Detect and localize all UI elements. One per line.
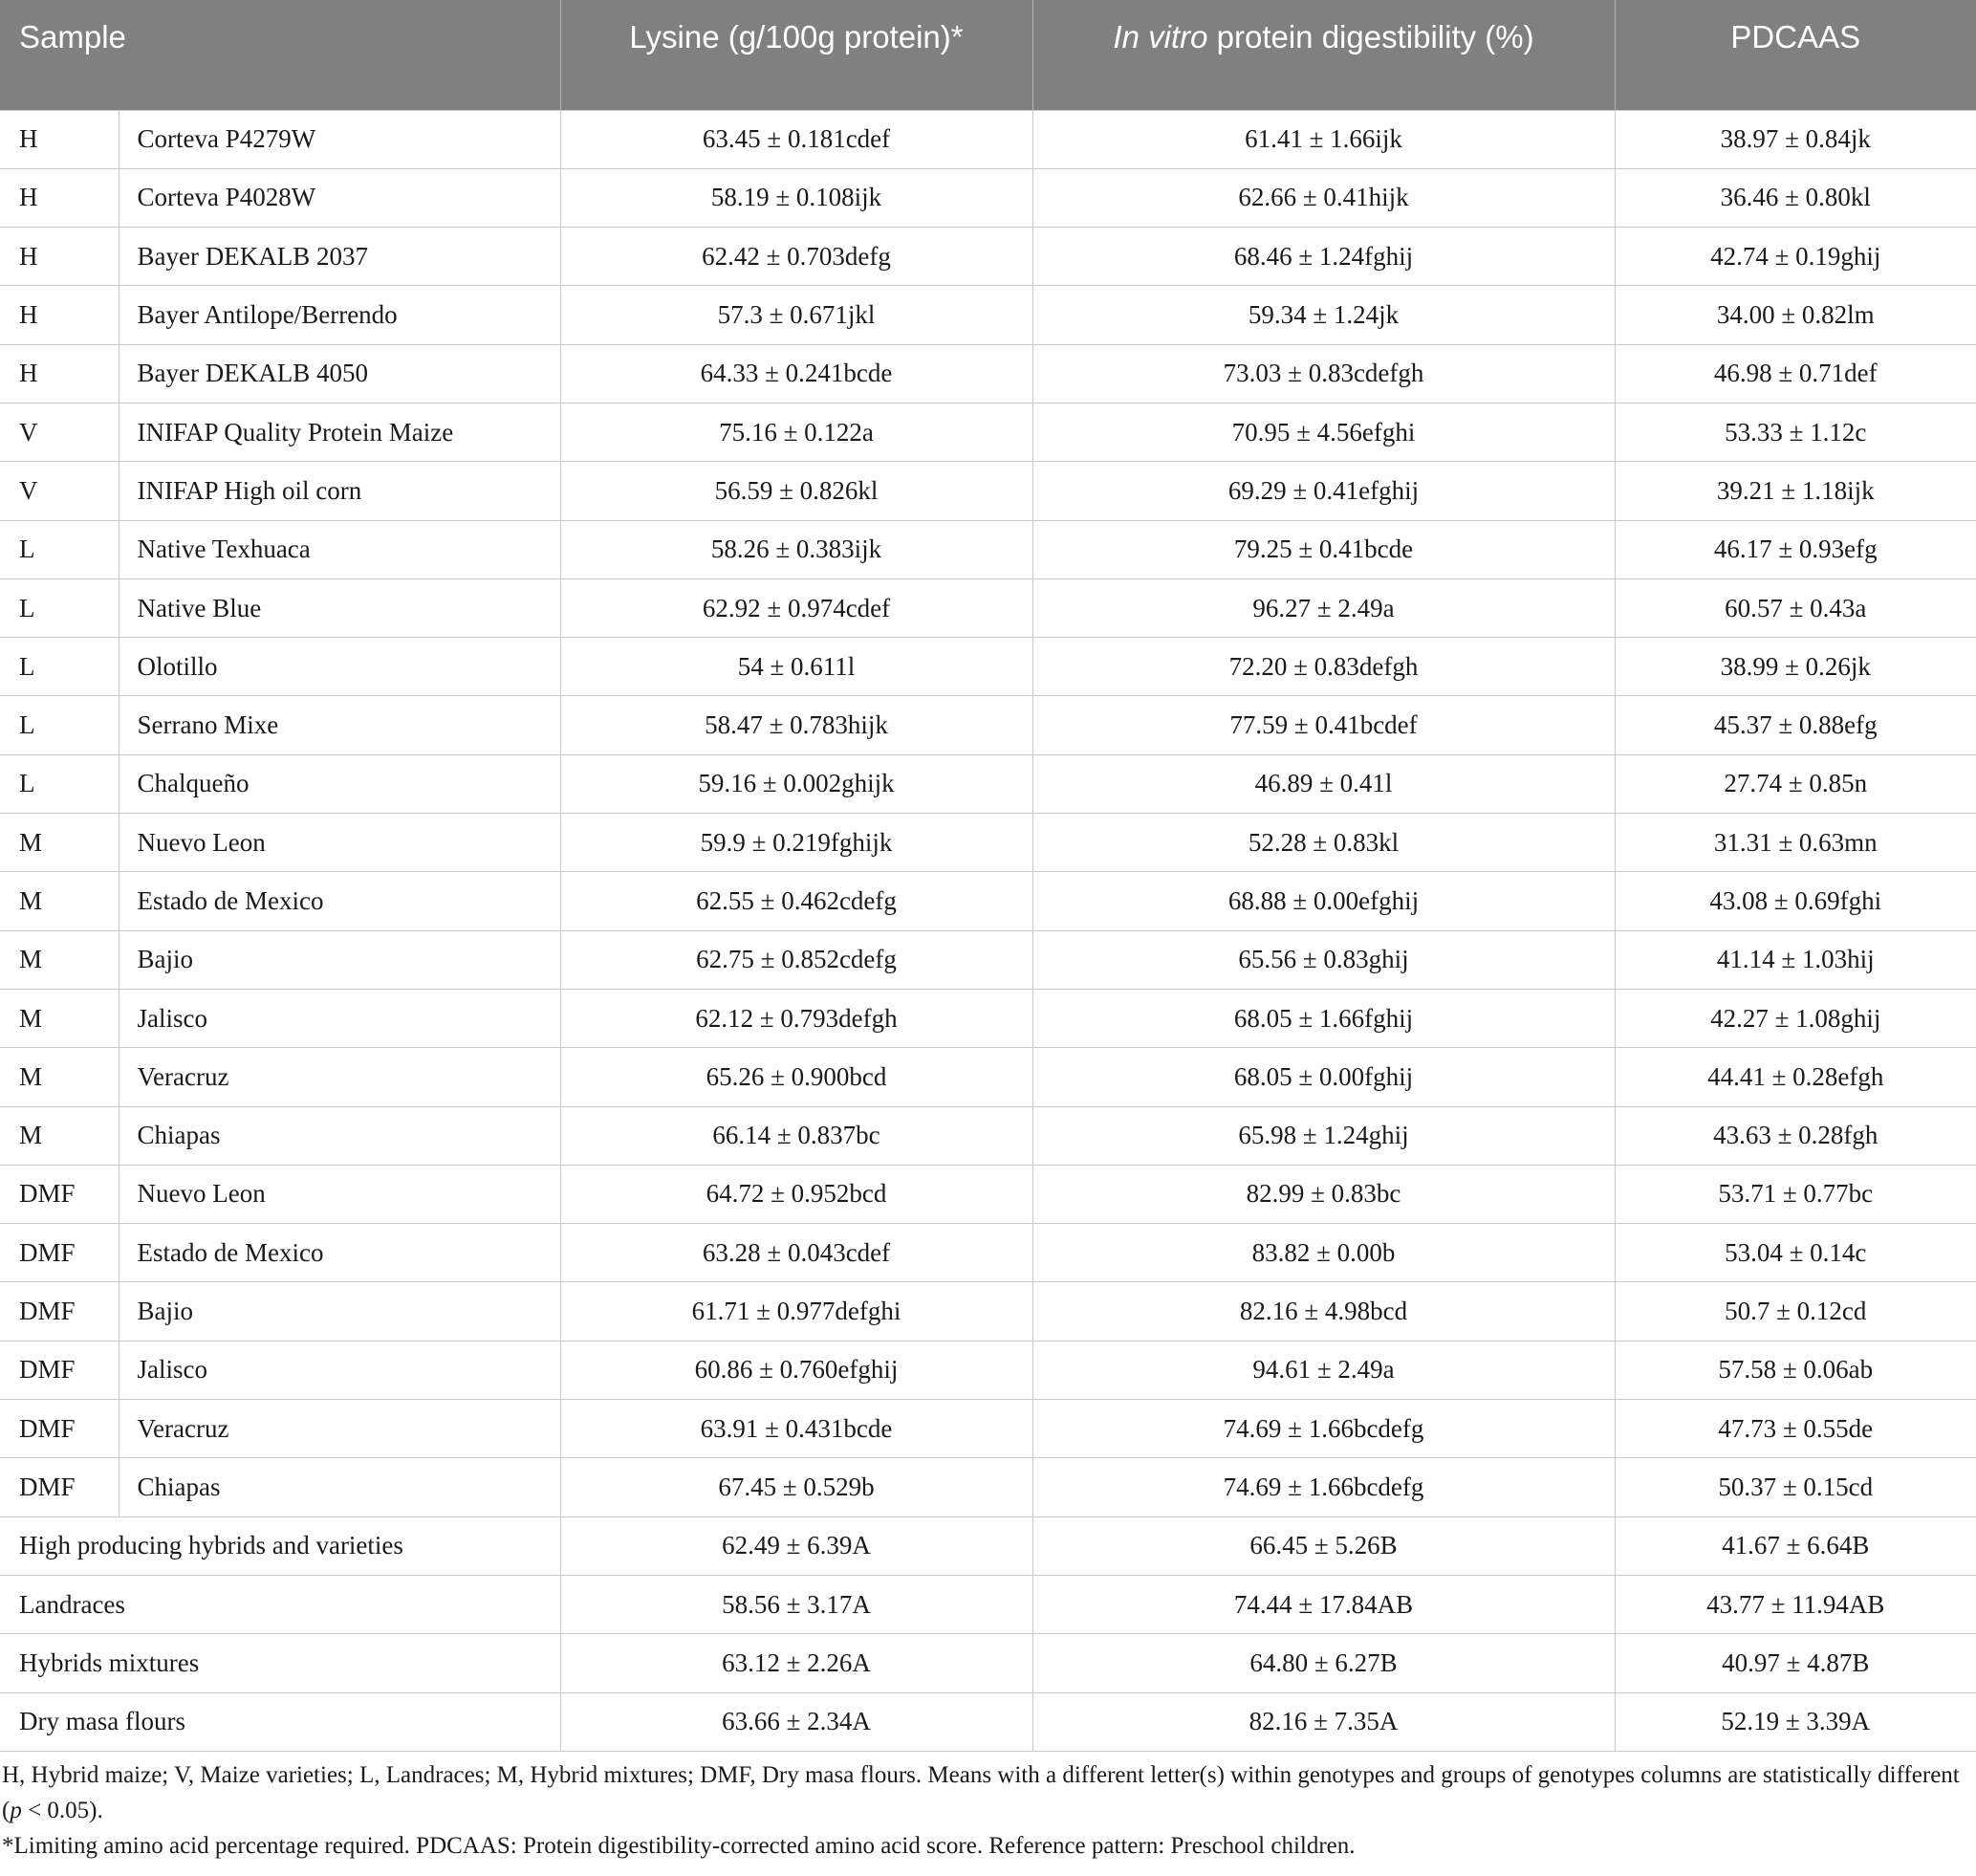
digestibility-cell: 83.82 ± 0.00b — [1032, 1224, 1615, 1282]
lysine-cell: 63.28 ± 0.043cdef — [560, 1224, 1032, 1282]
digestibility-cell: 61.41 ± 1.66ijk — [1032, 110, 1615, 168]
digestibility-cell: 65.56 ± 0.83ghij — [1032, 930, 1615, 989]
pdcaas-cell: 57.58 ± 0.06ab — [1615, 1341, 1976, 1399]
digestibility-cell: 82.99 ± 0.83bc — [1032, 1165, 1615, 1223]
table-header — [0, 0, 1976, 110]
lysine-cell: 66.14 ± 0.837bc — [560, 1106, 1032, 1165]
table-row — [0, 520, 1976, 578]
lysine-cell: 62.92 ± 0.974cdef — [560, 578, 1032, 637]
header-digestibility-rest: protein digestibility (%) — [1207, 19, 1534, 55]
sample-code-cell: L — [0, 754, 119, 813]
table-row — [0, 754, 1976, 813]
header-digestibility — [1032, 0, 1615, 110]
digestibility-cell: 46.89 ± 0.41l — [1032, 754, 1615, 813]
digestibility-cell: 94.61 ± 2.49a — [1032, 1341, 1615, 1399]
group-pdcaas-cell: 41.67 ± 6.64B — [1615, 1516, 1976, 1575]
lysine-cell: 63.91 ± 0.431bcde — [560, 1400, 1032, 1458]
lysine-cell: 62.12 ± 0.793defgh — [560, 989, 1032, 1047]
sample-name-cell: Jalisco — [119, 1341, 560, 1399]
table-row — [0, 578, 1976, 637]
group-label-cell: Landraces — [0, 1575, 560, 1633]
sample-code-cell: H — [0, 168, 119, 227]
footnote-limiting-amino-acid: *Limiting amino acid percentage required. PDCAAS: Protein digestibility-corrected amino acid score. Reference pattern: Preschool children. — [2, 1833, 1356, 1859]
lysine-cell: 54 ± 0.611l — [560, 638, 1032, 696]
pdcaas-cell: 42.74 ± 0.19ghij — [1615, 228, 1976, 286]
lysine-cell: 64.33 ± 0.241bcde — [560, 344, 1032, 403]
footnote-abbreviations — [2, 1757, 1976, 1828]
pdcaas-cell: 34.00 ± 0.82lm — [1615, 286, 1976, 344]
footnote-abbreviations-end: < 0.05). — [21, 1798, 103, 1823]
digestibility-cell: 68.05 ± 0.00fghij — [1032, 1048, 1615, 1106]
footnote-abbreviations-text: H, Hybrid maize; V, Maize varieties; L, Landraces; M, Hybrid mixtures; DMF, Dry masa flours. Means with a different letter(s) within genotypes and groups of genotypes columns are statistically different ( — [2, 1762, 1960, 1823]
sample-name-cell: Olotillo — [119, 638, 560, 696]
sample-code-cell: V — [0, 403, 119, 461]
pdcaas-cell: 46.17 ± 0.93efg — [1615, 520, 1976, 578]
digestibility-cell: 72.20 ± 0.83defgh — [1032, 638, 1615, 696]
pdcaas-cell: 39.21 ± 1.18ijk — [1615, 462, 1976, 520]
table-row — [0, 638, 1976, 696]
table-row — [0, 1341, 1976, 1399]
sample-name-cell: Native Texhuaca — [119, 520, 560, 578]
sample-code-cell: L — [0, 696, 119, 754]
sample-code-cell: M — [0, 1048, 119, 1106]
digestibility-cell: 62.66 ± 0.41hijk — [1032, 168, 1615, 227]
sample-code-cell: DMF — [0, 1282, 119, 1341]
pdcaas-cell: 50.37 ± 0.15cd — [1615, 1458, 1976, 1516]
digestibility-cell: 74.69 ± 1.66bcdefg — [1032, 1400, 1615, 1458]
table-row — [0, 696, 1976, 754]
digestibility-cell: 77.59 ± 0.41bcdef — [1032, 696, 1615, 754]
header-digestibility-italic: In vitro — [1113, 19, 1208, 55]
pdcaas-cell: 53.33 ± 1.12c — [1615, 403, 1976, 461]
pdcaas-cell: 53.71 ± 0.77bc — [1615, 1165, 1976, 1223]
table-row — [0, 1048, 1976, 1106]
sample-code-cell: M — [0, 1106, 119, 1165]
group-digestibility-cell: 66.45 ± 5.26B — [1032, 1516, 1615, 1575]
lysine-cell: 62.55 ± 0.462cdefg — [560, 872, 1032, 930]
sample-name-cell: Jalisco — [119, 989, 560, 1047]
sample-name-cell: Chiapas — [119, 1458, 560, 1516]
table-row — [0, 110, 1976, 168]
sample-name-cell: Veracruz — [119, 1048, 560, 1106]
lysine-cell: 64.72 ± 0.952bcd — [560, 1165, 1032, 1223]
lysine-cell: 62.42 ± 0.703defg — [560, 228, 1032, 286]
lysine-cell: 63.45 ± 0.181cdef — [560, 110, 1032, 168]
sample-name-cell: Bayer DEKALB 4050 — [119, 344, 560, 403]
table-row — [0, 930, 1976, 989]
lysine-cell: 56.59 ± 0.826kl — [560, 462, 1032, 520]
header-lysine: Lysine (g/100g protein)* — [560, 0, 1032, 110]
sample-name-cell: Estado de Mexico — [119, 1224, 560, 1282]
table-row — [0, 814, 1976, 872]
sample-name-cell: INIFAP Quality Protein Maize — [119, 403, 560, 461]
group-lysine-cell: 58.56 ± 3.17A — [560, 1575, 1032, 1633]
sample-code-cell: H — [0, 228, 119, 286]
table-row — [0, 1458, 1976, 1516]
lysine-cell: 58.19 ± 0.108ijk — [560, 168, 1032, 227]
sample-code-cell: M — [0, 989, 119, 1047]
pdcaas-cell: 47.73 ± 0.55de — [1615, 1400, 1976, 1458]
group-lysine-cell: 63.12 ± 2.26A — [560, 1634, 1032, 1692]
sample-code-cell: M — [0, 930, 119, 989]
sample-code-cell: L — [0, 578, 119, 637]
digestibility-cell: 82.16 ± 4.98bcd — [1032, 1282, 1615, 1341]
lysine-cell: 59.16 ± 0.002ghijk — [560, 754, 1032, 813]
table-row — [0, 403, 1976, 461]
group-digestibility-cell: 74.44 ± 17.84AB — [1032, 1575, 1615, 1633]
sample-code-cell: L — [0, 520, 119, 578]
sample-name-cell: Bayer DEKALB 2037 — [119, 228, 560, 286]
pdcaas-cell: 44.41 ± 0.28efgh — [1615, 1048, 1976, 1106]
group-summary-row — [0, 1516, 1976, 1575]
group-digestibility-cell: 82.16 ± 7.35A — [1032, 1692, 1615, 1751]
group-lysine-cell: 62.49 ± 6.39A — [560, 1516, 1032, 1575]
table-row — [0, 1165, 1976, 1223]
sample-code-cell: H — [0, 110, 119, 168]
group-label-cell: Dry masa flours — [0, 1692, 560, 1751]
digestibility-cell: 73.03 ± 0.83cdefgh — [1032, 344, 1615, 403]
pdcaas-cell: 41.14 ± 1.03hij — [1615, 930, 1976, 989]
sample-code-cell: M — [0, 872, 119, 930]
pdcaas-cell: 38.97 ± 0.84jk — [1615, 110, 1976, 168]
group-pdcaas-cell: 40.97 ± 4.87B — [1615, 1634, 1976, 1692]
table-row — [0, 286, 1976, 344]
pdcaas-cell: 31.31 ± 0.63mn — [1615, 814, 1976, 872]
sample-code-cell: DMF — [0, 1341, 119, 1399]
pdcaas-cell: 45.37 ± 0.88efg — [1615, 696, 1976, 754]
sample-code-cell: M — [0, 814, 119, 872]
sample-name-cell: Nuevo Leon — [119, 1165, 560, 1223]
pdcaas-cell: 38.99 ± 0.26jk — [1615, 638, 1976, 696]
lysine-cell: 61.71 ± 0.977defghi — [560, 1282, 1032, 1341]
group-summary-row — [0, 1692, 1976, 1751]
group-lysine-cell: 63.66 ± 2.34A — [560, 1692, 1032, 1751]
table-body — [0, 110, 1976, 1751]
group-summary-row — [0, 1575, 1976, 1633]
pdcaas-cell: 50.7 ± 0.12cd — [1615, 1282, 1976, 1341]
sample-name-cell: Veracruz — [119, 1400, 560, 1458]
table-row — [0, 1106, 1976, 1165]
sample-code-cell: L — [0, 638, 119, 696]
pdcaas-cell: 27.74 ± 0.85n — [1615, 754, 1976, 813]
lysine-cell: 75.16 ± 0.122a — [560, 403, 1032, 461]
sample-name-cell: Native Blue — [119, 578, 560, 637]
table-row — [0, 872, 1976, 930]
sample-name-cell: Bayer Antilope/Berrendo — [119, 286, 560, 344]
lysine-cell: 58.26 ± 0.383ijk — [560, 520, 1032, 578]
table-row — [0, 1224, 1976, 1282]
sample-code-cell: V — [0, 462, 119, 520]
table-row — [0, 344, 1976, 403]
digestibility-cell: 69.29 ± 0.41efghij — [1032, 462, 1615, 520]
pdcaas-cell: 42.27 ± 1.08ghij — [1615, 989, 1976, 1047]
digestibility-cell: 96.27 ± 2.49a — [1032, 578, 1615, 637]
table-footnotes — [0, 1757, 1976, 1864]
table-row — [0, 462, 1976, 520]
digestibility-cell: 68.05 ± 1.66fghij — [1032, 989, 1615, 1047]
table-row — [0, 1400, 1976, 1458]
sample-code-cell: DMF — [0, 1458, 119, 1516]
digestibility-cell: 52.28 ± 0.83kl — [1032, 814, 1615, 872]
group-digestibility-cell: 64.80 ± 6.27B — [1032, 1634, 1615, 1692]
table-row — [0, 1282, 1976, 1341]
pdcaas-cell: 36.46 ± 0.80kl — [1615, 168, 1976, 227]
lysine-cell: 62.75 ± 0.852cdefg — [560, 930, 1032, 989]
digestibility-cell: 74.69 ± 1.66bcdefg — [1032, 1458, 1615, 1516]
digestibility-cell: 68.46 ± 1.24fghij — [1032, 228, 1615, 286]
sample-name-cell: Nuevo Leon — [119, 814, 560, 872]
lysine-cell: 58.47 ± 0.783hijk — [560, 696, 1032, 754]
pdcaas-cell: 43.08 ± 0.69fghi — [1615, 872, 1976, 930]
sample-code-cell: H — [0, 344, 119, 403]
pdcaas-cell: 53.04 ± 0.14c — [1615, 1224, 1976, 1282]
group-pdcaas-cell: 52.19 ± 3.39A — [1615, 1692, 1976, 1751]
sample-code-cell: DMF — [0, 1165, 119, 1223]
sample-code-cell: H — [0, 286, 119, 344]
digestibility-cell: 70.95 ± 4.56efghi — [1032, 403, 1615, 461]
lysine-cell: 67.45 ± 0.529b — [560, 1458, 1032, 1516]
group-label-cell: High producing hybrids and varieties — [0, 1516, 560, 1575]
sample-name-cell: Corteva P4279W — [119, 110, 560, 168]
digestibility-cell: 65.98 ± 1.24ghij — [1032, 1106, 1615, 1165]
header-row — [0, 0, 1976, 110]
lysine-cell: 60.86 ± 0.760efghij — [560, 1341, 1032, 1399]
pdcaas-cell: 46.98 ± 0.71def — [1615, 344, 1976, 403]
sample-name-cell: Serrano Mixe — [119, 696, 560, 754]
footnote-p-symbol: p — [10, 1798, 22, 1823]
table-row — [0, 228, 1976, 286]
sample-name-cell: Bajio — [119, 1282, 560, 1341]
header-pdcaas: PDCAAS — [1615, 0, 1976, 110]
digestibility-cell: 79.25 ± 0.41bcde — [1032, 520, 1615, 578]
lysine-cell: 59.9 ± 0.219fghijk — [560, 814, 1032, 872]
sample-code-cell: DMF — [0, 1224, 119, 1282]
digestibility-cell: 59.34 ± 1.24jk — [1032, 286, 1615, 344]
lysine-cell: 65.26 ± 0.900bcd — [560, 1048, 1032, 1106]
group-summary-row — [0, 1634, 1976, 1692]
table-row — [0, 168, 1976, 227]
sample-name-cell: INIFAP High oil corn — [119, 462, 560, 520]
sample-name-cell: Corteva P4028W — [119, 168, 560, 227]
sample-name-cell: Bajio — [119, 930, 560, 989]
digestibility-cell: 68.88 ± 0.00efghij — [1032, 872, 1615, 930]
table-row — [0, 989, 1976, 1047]
lysine-cell: 57.3 ± 0.671jkl — [560, 286, 1032, 344]
pdcaas-cell: 60.57 ± 0.43a — [1615, 578, 1976, 637]
sample-code-cell: DMF — [0, 1400, 119, 1458]
pdcaas-cell: 43.63 ± 0.28fgh — [1615, 1106, 1976, 1165]
sample-name-cell: Chiapas — [119, 1106, 560, 1165]
sample-name-cell: Estado de Mexico — [119, 872, 560, 930]
header-sample: Sample — [0, 0, 560, 110]
sample-name-cell: Chalqueño — [119, 754, 560, 813]
group-label-cell: Hybrids mixtures — [0, 1634, 560, 1692]
group-pdcaas-cell: 43.77 ± 11.94AB — [1615, 1575, 1976, 1633]
